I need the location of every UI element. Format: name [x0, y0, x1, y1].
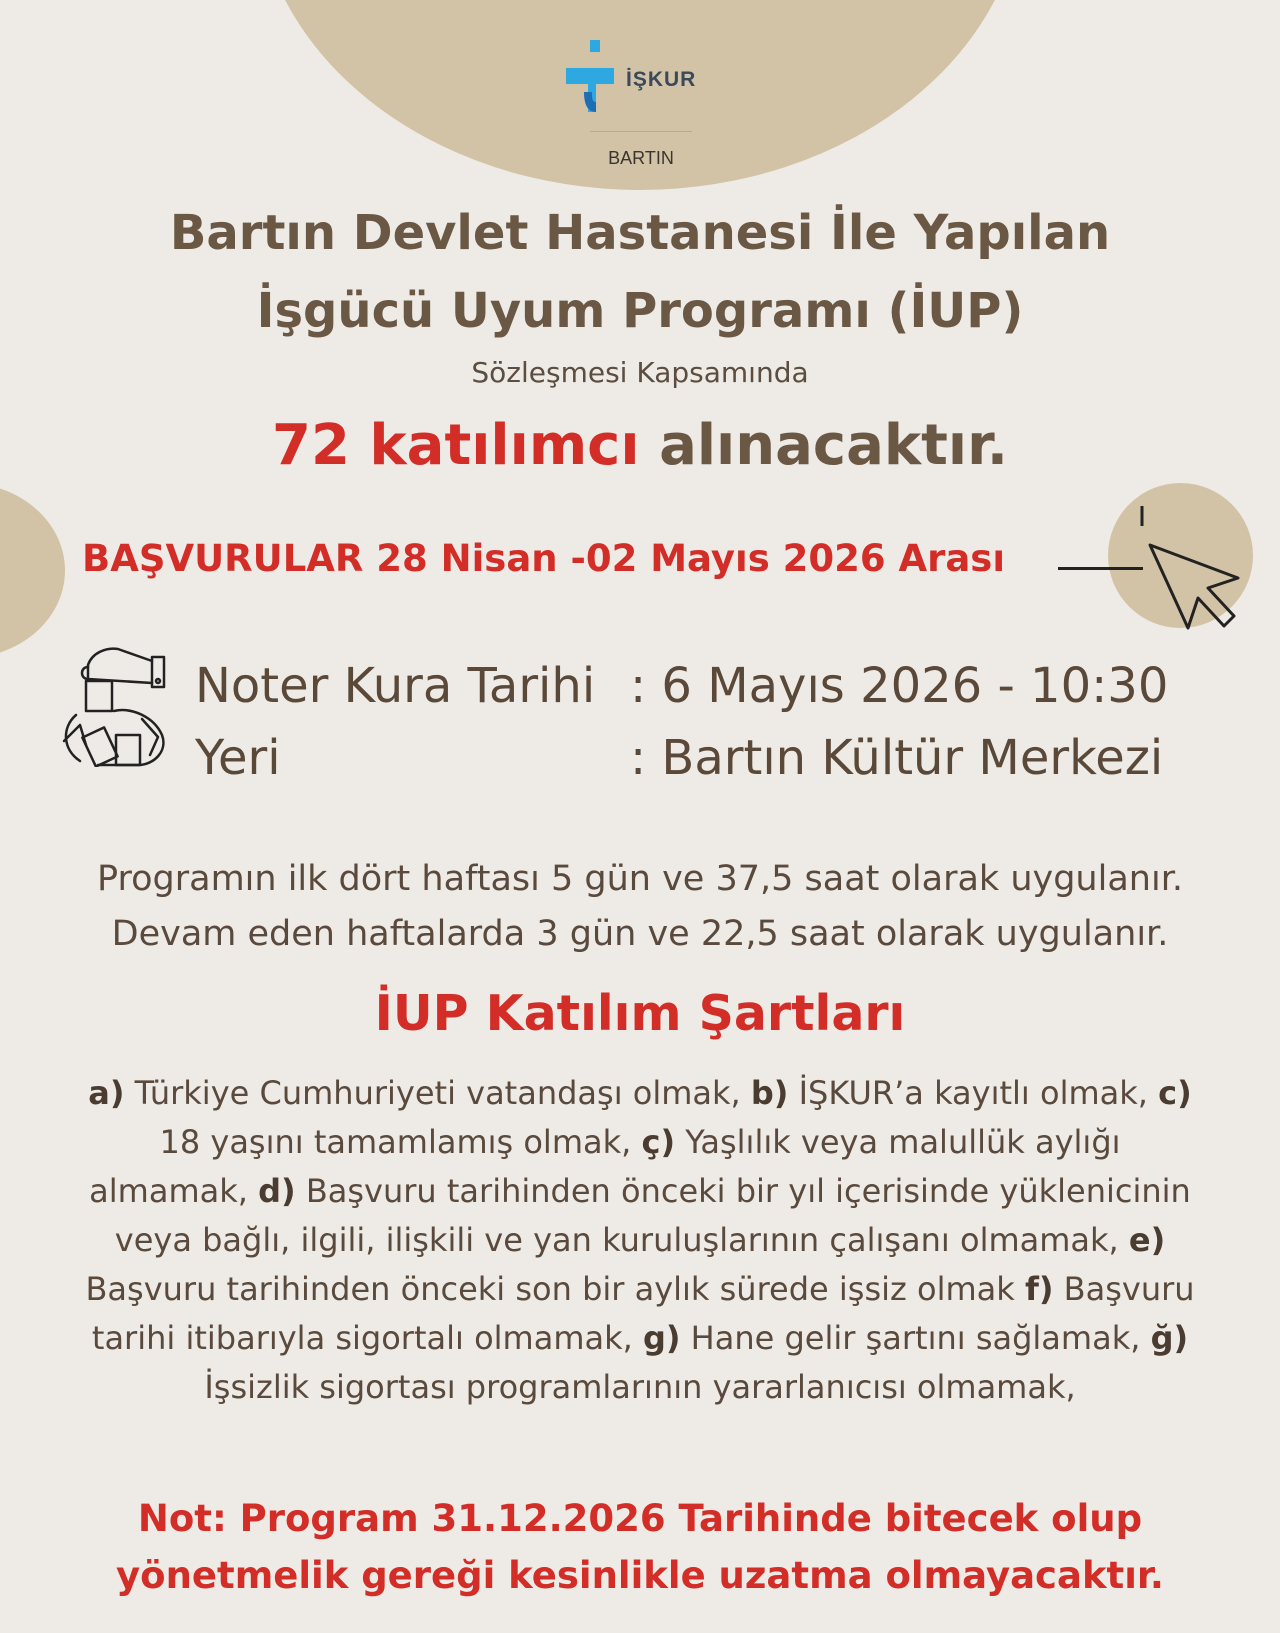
subtitle: Sözleşmesi Kapsamında [471, 356, 809, 389]
iskur-logo [566, 40, 716, 175]
condition-text: Başvuru tarihinden önceki son bir aylık sürede işsiz olmak [85, 1270, 1015, 1308]
logo-divider [590, 131, 692, 132]
iskur-logo-text: İŞKUR [626, 68, 697, 91]
condition-letter: ç) [641, 1123, 676, 1161]
condition-letter: a) [88, 1074, 125, 1112]
headline-rest: alınacaktır. [659, 413, 1008, 478]
application-dates: BAŞVURULAR 28 Nisan -02 Mayıs 2026 Arası [82, 537, 1006, 580]
iskur-logo-mark-icon [566, 40, 626, 115]
left-decorative-arc [0, 483, 65, 658]
schedule-line-1: Programın ilk dört haftası 5 gün ve 37,5 saat olarak uygulanır. [96, 859, 1183, 899]
condition-letter: c) [1158, 1074, 1192, 1112]
program-schedule [0, 852, 1280, 962]
mouse-cursor-icon [1130, 500, 1240, 640]
conditions-title: İUP Katılım Şartları [374, 985, 906, 1042]
condition-letter: g) [642, 1319, 681, 1357]
lottery-ballot-icon [58, 645, 170, 767]
condition-text: 18 yaşını tamamlamış olmak, [159, 1123, 632, 1161]
schedule-line-2: Devam eden haftalarda 3 gün ve 22,5 saat olarak uygulanır. [111, 914, 1169, 954]
note-line-1: Not: Program 31.12.2026 Tarihinde bitecek olup [137, 1497, 1143, 1540]
condition-text: Başvuru tarihi itibarıyla sigortalı olmamak, [91, 1270, 1195, 1357]
lottery-place-label: Yeri [195, 730, 281, 786]
condition-text: Yaşlılık veya malullük aylığı almamak, [89, 1123, 1121, 1210]
condition-letter: ğ) [1150, 1319, 1189, 1357]
condition-text: Türkiye Cumhuriyeti vatandaşı olmak, [134, 1074, 741, 1112]
strike-line [1058, 567, 1143, 570]
logo-city: BARTIN [608, 148, 674, 168]
condition-text: İşsizlik sigortası programlarının yararlanıcısı olmamak, [204, 1368, 1076, 1406]
condition-letter: b) [750, 1074, 789, 1112]
note-line-2: yönetmelik gereği kesinlikle uzatma olmayacaktır. [116, 1554, 1164, 1597]
condition-letter: d) [258, 1172, 296, 1210]
condition-text: Hane gelir şartını sağlamak, [690, 1319, 1141, 1357]
lottery-date-value: : 6 Mayıs 2026 - 10:30 [630, 658, 1169, 714]
headline [0, 406, 1280, 486]
conditions-list [80, 1069, 1200, 1412]
lottery-place-value: : Bartın Kültür Merkezi [630, 730, 1164, 786]
condition-letter: e) [1128, 1221, 1166, 1259]
main-title [0, 194, 1280, 350]
title-line-2: İşgücü Uyum Programı (İUP) [256, 283, 1024, 339]
condition-letter: f) [1024, 1270, 1054, 1308]
lottery-date-label: Noter Kura Tarihi [195, 658, 596, 714]
program-note [0, 1490, 1280, 1604]
title-line-1: Bartın Devlet Hastanesi İle Yapılan [169, 205, 1111, 261]
headline-number: 72 katılımcı [272, 413, 640, 478]
condition-text: Başvuru tarihinden önceki bir yıl içerisinde yüklenicinin veya bağlı, ilgili, ilişkili ve yan kuruluşlarının çalışanı olmamak, [114, 1172, 1191, 1259]
condition-text: İŞKUR’a kayıtlı olmak, [798, 1074, 1148, 1112]
